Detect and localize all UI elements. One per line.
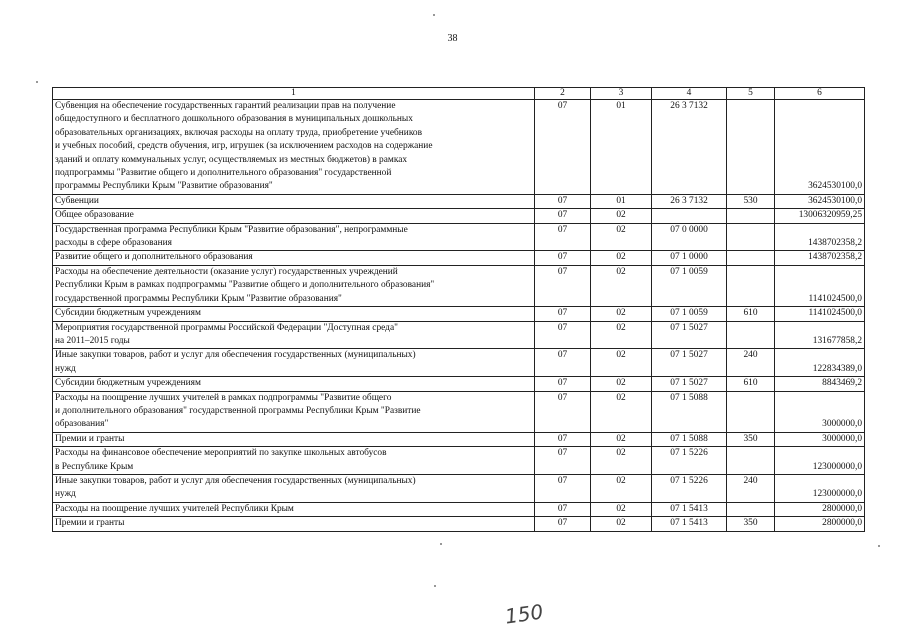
amount-cell: 1438702358,2 — [775, 251, 865, 265]
row-name-cell: Государственная программа Республики Крым "Развитие образования", непрограммные расходы в сфере образования — [53, 223, 535, 251]
table-row — [53, 349, 865, 377]
section-cell: 07 — [535, 321, 591, 349]
subsection-cell: 02 — [591, 447, 652, 475]
subsection-cell: 02 — [591, 209, 652, 223]
row-name-cell: Расходы на поощрение лучших учителей в рамках подпрограммы "Развитие общего и дополнительного образования" государственной программы Республики Крым "Развитие образования" — [53, 391, 535, 432]
subsection-cell: 02 — [591, 432, 652, 446]
subsection-cell: 02 — [591, 377, 652, 391]
amount-cell: 1141024500,0 — [775, 265, 865, 306]
expense-type-cell: 240 — [727, 349, 775, 377]
target-article-cell: 26 3 7132 — [652, 194, 727, 208]
section-cell: 07 — [535, 432, 591, 446]
amount-cell: 123000000,0 — [775, 474, 865, 502]
section-cell: 07 — [535, 265, 591, 306]
column-header: 1 — [53, 88, 535, 100]
target-article-cell: 26 3 7132 — [652, 100, 727, 195]
section-cell: 07 — [535, 502, 591, 516]
table-row — [53, 502, 865, 516]
target-article-cell: 07 1 5027 — [652, 321, 727, 349]
section-cell: 07 — [535, 209, 591, 223]
section-cell: 07 — [535, 251, 591, 265]
subsection-cell: 02 — [591, 307, 652, 321]
section-cell: 07 — [535, 377, 591, 391]
table-row — [53, 321, 865, 349]
target-article-cell: 07 0 0000 — [652, 223, 727, 251]
amount-cell: 123000000,0 — [775, 447, 865, 475]
subsection-cell: 01 — [591, 194, 652, 208]
amount-cell: 2800000,0 — [775, 517, 865, 531]
budget-table — [52, 87, 865, 532]
row-name-cell: Субсидии бюджетным учреждениям — [53, 307, 535, 321]
row-name-cell: Расходы на поощрение лучших учителей Республики Крым — [53, 502, 535, 516]
subsection-cell: 02 — [591, 474, 652, 502]
row-name-cell: Премии и гранты — [53, 432, 535, 446]
subsection-cell: 02 — [591, 321, 652, 349]
column-header: 2 — [535, 88, 591, 100]
amount-cell: 1438702358,2 — [775, 223, 865, 251]
target-article-cell: 07 1 5413 — [652, 517, 727, 531]
expense-type-cell — [727, 251, 775, 265]
table-row — [53, 307, 865, 321]
table-row — [53, 474, 865, 502]
table-row — [53, 194, 865, 208]
expense-type-cell: 350 — [727, 517, 775, 531]
column-header: 5 — [727, 88, 775, 100]
subsection-cell: 01 — [591, 100, 652, 195]
scan-speck — [433, 14, 435, 16]
row-name-cell: Развитие общего и дополнительного образования — [53, 251, 535, 265]
amount-cell: 3000000,0 — [775, 432, 865, 446]
amount-cell: 3000000,0 — [775, 391, 865, 432]
subsection-cell: 02 — [591, 517, 652, 531]
scan-speck — [36, 81, 38, 83]
expense-type-cell — [727, 321, 775, 349]
column-header: 6 — [775, 88, 865, 100]
section-cell: 07 — [535, 194, 591, 208]
target-article-cell: 07 1 0059 — [652, 265, 727, 306]
target-article-cell: 07 1 5027 — [652, 349, 727, 377]
target-article-cell: 07 1 5027 — [652, 377, 727, 391]
row-name-cell: Субвенция на обеспечение государственных гарантий реализации прав на получение общедоступного и бесплатного дошкольного образования в муниципальных дошкольных образовательных организациях, включая расходы на оплату труда, приобретение учебников и учебных пособий, средств обучения, игр, игрушек (за исключением расходов на содержание зданий и оплату коммунальных услуг, осуществляемых из местных бюджетов) в рамках подпрограммы "Развитие общего и дополнительного образования" государственной программы Республики Крым "Развитие образования" — [53, 100, 535, 195]
target-article-cell: 07 1 5226 — [652, 474, 727, 502]
expense-type-cell — [727, 100, 775, 195]
table-row — [53, 432, 865, 446]
target-article-cell: 07 1 0000 — [652, 251, 727, 265]
amount-cell: 122834389,0 — [775, 349, 865, 377]
scan-speck — [440, 543, 442, 545]
amount-cell: 3624530100,0 — [775, 194, 865, 208]
target-article-cell: 07 1 5413 — [652, 502, 727, 516]
amount-cell: 131677858,2 — [775, 321, 865, 349]
amount-cell: 1141024500,0 — [775, 307, 865, 321]
row-name-cell: Расходы на обеспечение деятельности (оказание услуг) государственных учреждений Республики Крым в рамках подпрограммы "Развитие общего и дополнительного образования" государственной программы Республики Крым "Развитие образования" — [53, 265, 535, 306]
subsection-cell: 02 — [591, 349, 652, 377]
table-row — [53, 517, 865, 531]
table-row — [53, 265, 865, 306]
target-article-cell: 07 1 0059 — [652, 307, 727, 321]
row-name-cell: Иные закупки товаров, работ и услуг для обеспечения государственных (муниципальных) нужд — [53, 349, 535, 377]
section-cell: 07 — [535, 474, 591, 502]
row-name-cell: Иные закупки товаров, работ и услуг для обеспечения государственных (муниципальных) нужд — [53, 474, 535, 502]
section-cell: 07 — [535, 447, 591, 475]
row-name-cell: Субсидии бюджетным учреждениям — [53, 377, 535, 391]
subsection-cell: 02 — [591, 265, 652, 306]
amount-cell: 13006320959,25 — [775, 209, 865, 223]
column-header: 3 — [591, 88, 652, 100]
table-row — [53, 100, 865, 195]
amount-cell: 2800000,0 — [775, 502, 865, 516]
table-row — [53, 209, 865, 223]
expense-type-cell — [727, 209, 775, 223]
expense-type-cell — [727, 265, 775, 306]
amount-cell: 8843469,2 — [775, 377, 865, 391]
subsection-cell: 02 — [591, 251, 652, 265]
expense-type-cell — [727, 223, 775, 251]
handwritten-page-number: 150 — [503, 599, 545, 629]
expense-type-cell: 610 — [727, 307, 775, 321]
expense-type-cell: 350 — [727, 432, 775, 446]
section-cell: 07 — [535, 349, 591, 377]
table-header-row — [53, 88, 865, 100]
expense-type-cell: 530 — [727, 194, 775, 208]
expense-type-cell: 240 — [727, 474, 775, 502]
target-article-cell: 07 1 5088 — [652, 391, 727, 432]
target-article-cell — [652, 209, 727, 223]
target-article-cell: 07 1 5226 — [652, 447, 727, 475]
expense-type-cell — [727, 447, 775, 475]
section-cell: 07 — [535, 307, 591, 321]
section-cell: 07 — [535, 517, 591, 531]
section-cell: 07 — [535, 391, 591, 432]
table-row — [53, 223, 865, 251]
page-number: 38 — [447, 33, 458, 44]
section-cell: 07 — [535, 223, 591, 251]
subsection-cell: 02 — [591, 391, 652, 432]
expense-type-cell: 610 — [727, 377, 775, 391]
scan-speck — [434, 585, 436, 587]
amount-cell: 3624530100,0 — [775, 100, 865, 195]
table-row — [53, 377, 865, 391]
expense-type-cell — [727, 502, 775, 516]
row-name-cell: Мероприятия государственной программы Российской Федерации "Доступная среда" на 2011–2015 годы — [53, 321, 535, 349]
scan-speck — [878, 545, 880, 547]
row-name-cell: Общее образование — [53, 209, 535, 223]
table-row — [53, 447, 865, 475]
row-name-cell: Субвенции — [53, 194, 535, 208]
subsection-cell: 02 — [591, 223, 652, 251]
column-header: 4 — [652, 88, 727, 100]
table-row — [53, 251, 865, 265]
section-cell: 07 — [535, 100, 591, 195]
table-body — [53, 100, 865, 532]
row-name-cell: Расходы на финансовое обеспечение мероприятий по закупке школьных автобусов в Республике Крым — [53, 447, 535, 475]
target-article-cell: 07 1 5088 — [652, 432, 727, 446]
table-row — [53, 391, 865, 432]
expense-type-cell — [727, 391, 775, 432]
row-name-cell: Премии и гранты — [53, 517, 535, 531]
subsection-cell: 02 — [591, 502, 652, 516]
